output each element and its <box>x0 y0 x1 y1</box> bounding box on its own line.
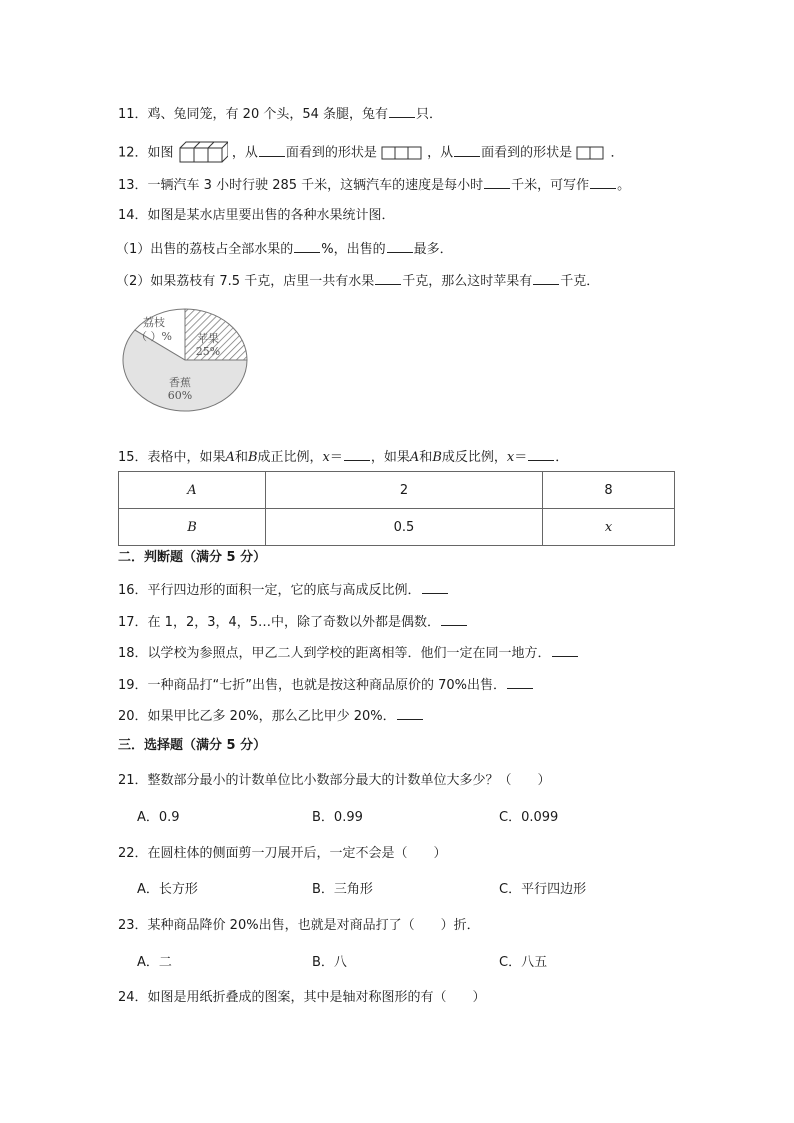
option-a[interactable]: A．长方形 <box>137 882 198 897</box>
table-cell: B <box>119 509 266 546</box>
section-heading-choice: 三．选择题（满分 5 分） <box>118 738 267 753</box>
question-23: 23．某种商品降价 20%出售，也就是对商品打了（ ）折． <box>118 918 480 933</box>
table-row <box>119 509 675 546</box>
option-c[interactable]: C．平行四边形 <box>499 882 587 897</box>
answer-blank[interactable] <box>507 675 533 689</box>
pie-value-label: 60% <box>167 389 193 402</box>
answer-blank[interactable] <box>484 175 510 189</box>
three-squares-view <box>381 146 423 160</box>
proportion-table <box>118 471 675 546</box>
answer-blank[interactable] <box>294 239 320 253</box>
answer-blank[interactable] <box>387 239 413 253</box>
answer-blank[interactable] <box>422 580 448 594</box>
question-22: 22．在圆柱体的侧面剪一刀展开后，一定不会是（ ） <box>118 846 447 861</box>
table-cell: x <box>543 509 675 546</box>
table-row <box>119 472 675 509</box>
answer-blank[interactable] <box>454 143 480 157</box>
answer-blank[interactable] <box>590 175 616 189</box>
answer-blank[interactable] <box>344 447 370 461</box>
option-c[interactable]: C．0.099 <box>499 810 559 825</box>
option-b[interactable]: B．三角形 <box>312 882 373 897</box>
option-c[interactable]: C．八五 <box>499 955 548 970</box>
question-19: 19．一种商品打“七折”出售，也就是按这种商品原价的 70%出售． <box>118 675 534 695</box>
q11-text: 11．鸡、兔同笼，有 20 个头，54 条腿，兔有 <box>118 107 389 122</box>
option-b[interactable]: B．0.99 <box>312 810 363 825</box>
question-14-part1: （1）出售的荔枝占全部水果的 %，出售的 最多． <box>116 239 453 259</box>
question-16: 16．平行四边形的面积一定，它的底与高成反比例． <box>118 580 449 600</box>
table-cell: A <box>119 472 266 509</box>
pie-value-label: （ ）% <box>136 330 172 343</box>
question-13: 13．一辆汽车 3 小时行驶 285 千米，这辆汽车的速度是每小时 千米，可写作 。 <box>118 175 630 195</box>
pie-slice-label: 荔枝 <box>143 316 165 329</box>
answer-blank[interactable] <box>259 143 285 157</box>
question-20: 20．如果甲比乙多 20%，那么乙比甲少 20%． <box>118 706 424 726</box>
table-cell: 2 <box>265 472 542 509</box>
option-a[interactable]: A．0.9 <box>137 810 180 825</box>
question-24: 24．如图是用纸折叠成的图案，其中是轴对称图形的有（ ） <box>118 990 486 1005</box>
table-cell: 0.5 <box>265 509 542 546</box>
question-17: 17．在 1，2，3，4，5…中，除了奇数以外都是偶数． <box>118 612 468 632</box>
pie-slice-label: 香蕉 <box>169 376 191 389</box>
pie-value-label: 25% <box>195 345 221 358</box>
answer-blank[interactable] <box>528 447 554 461</box>
fruit-pie-chart <box>120 306 250 414</box>
cube-stack-figure <box>178 140 228 166</box>
question-15: 15．表格中，如果A和B成正比例，x＝ ，如果A和B成反比例，x＝ ． <box>118 447 568 467</box>
question-14-part2: （2）如果荔枝有 7.5 千克，店里一共有水果 千克，那么这时苹果有 千克． <box>116 271 599 291</box>
answer-blank[interactable] <box>389 104 415 118</box>
question-12: 12．如图 ，从 面看到的形状是 ，从 面看到的形状是 ． <box>118 140 623 167</box>
table-cell: 8 <box>543 472 675 509</box>
question-14-title: 14．如图是某水店里要出售的各种水果统计图． <box>118 208 395 223</box>
option-a[interactable]: A．二 <box>137 955 172 970</box>
question-11: 11．鸡、兔同笼，有 20 个头，54 条腿，兔有 只． <box>118 104 442 124</box>
question-21: 21．整数部分最小的计数单位比小数部分最大的计数单位大多少？（ ） <box>118 773 551 788</box>
answer-blank[interactable] <box>441 612 467 626</box>
answer-blank[interactable] <box>397 706 423 720</box>
question-18: 18．以学校为参照点，甲乙二人到学校的距离相等．他们一定在同一地方． <box>118 643 579 663</box>
pie-slice-label: 苹果 <box>197 332 219 345</box>
option-b[interactable]: B．八 <box>312 955 347 970</box>
section-heading-judgement: 二．判断题（满分 5 分） <box>118 550 267 565</box>
answer-blank[interactable] <box>552 643 578 657</box>
answer-blank[interactable] <box>533 271 559 285</box>
answer-blank[interactable] <box>375 271 401 285</box>
two-squares-view <box>576 146 606 160</box>
